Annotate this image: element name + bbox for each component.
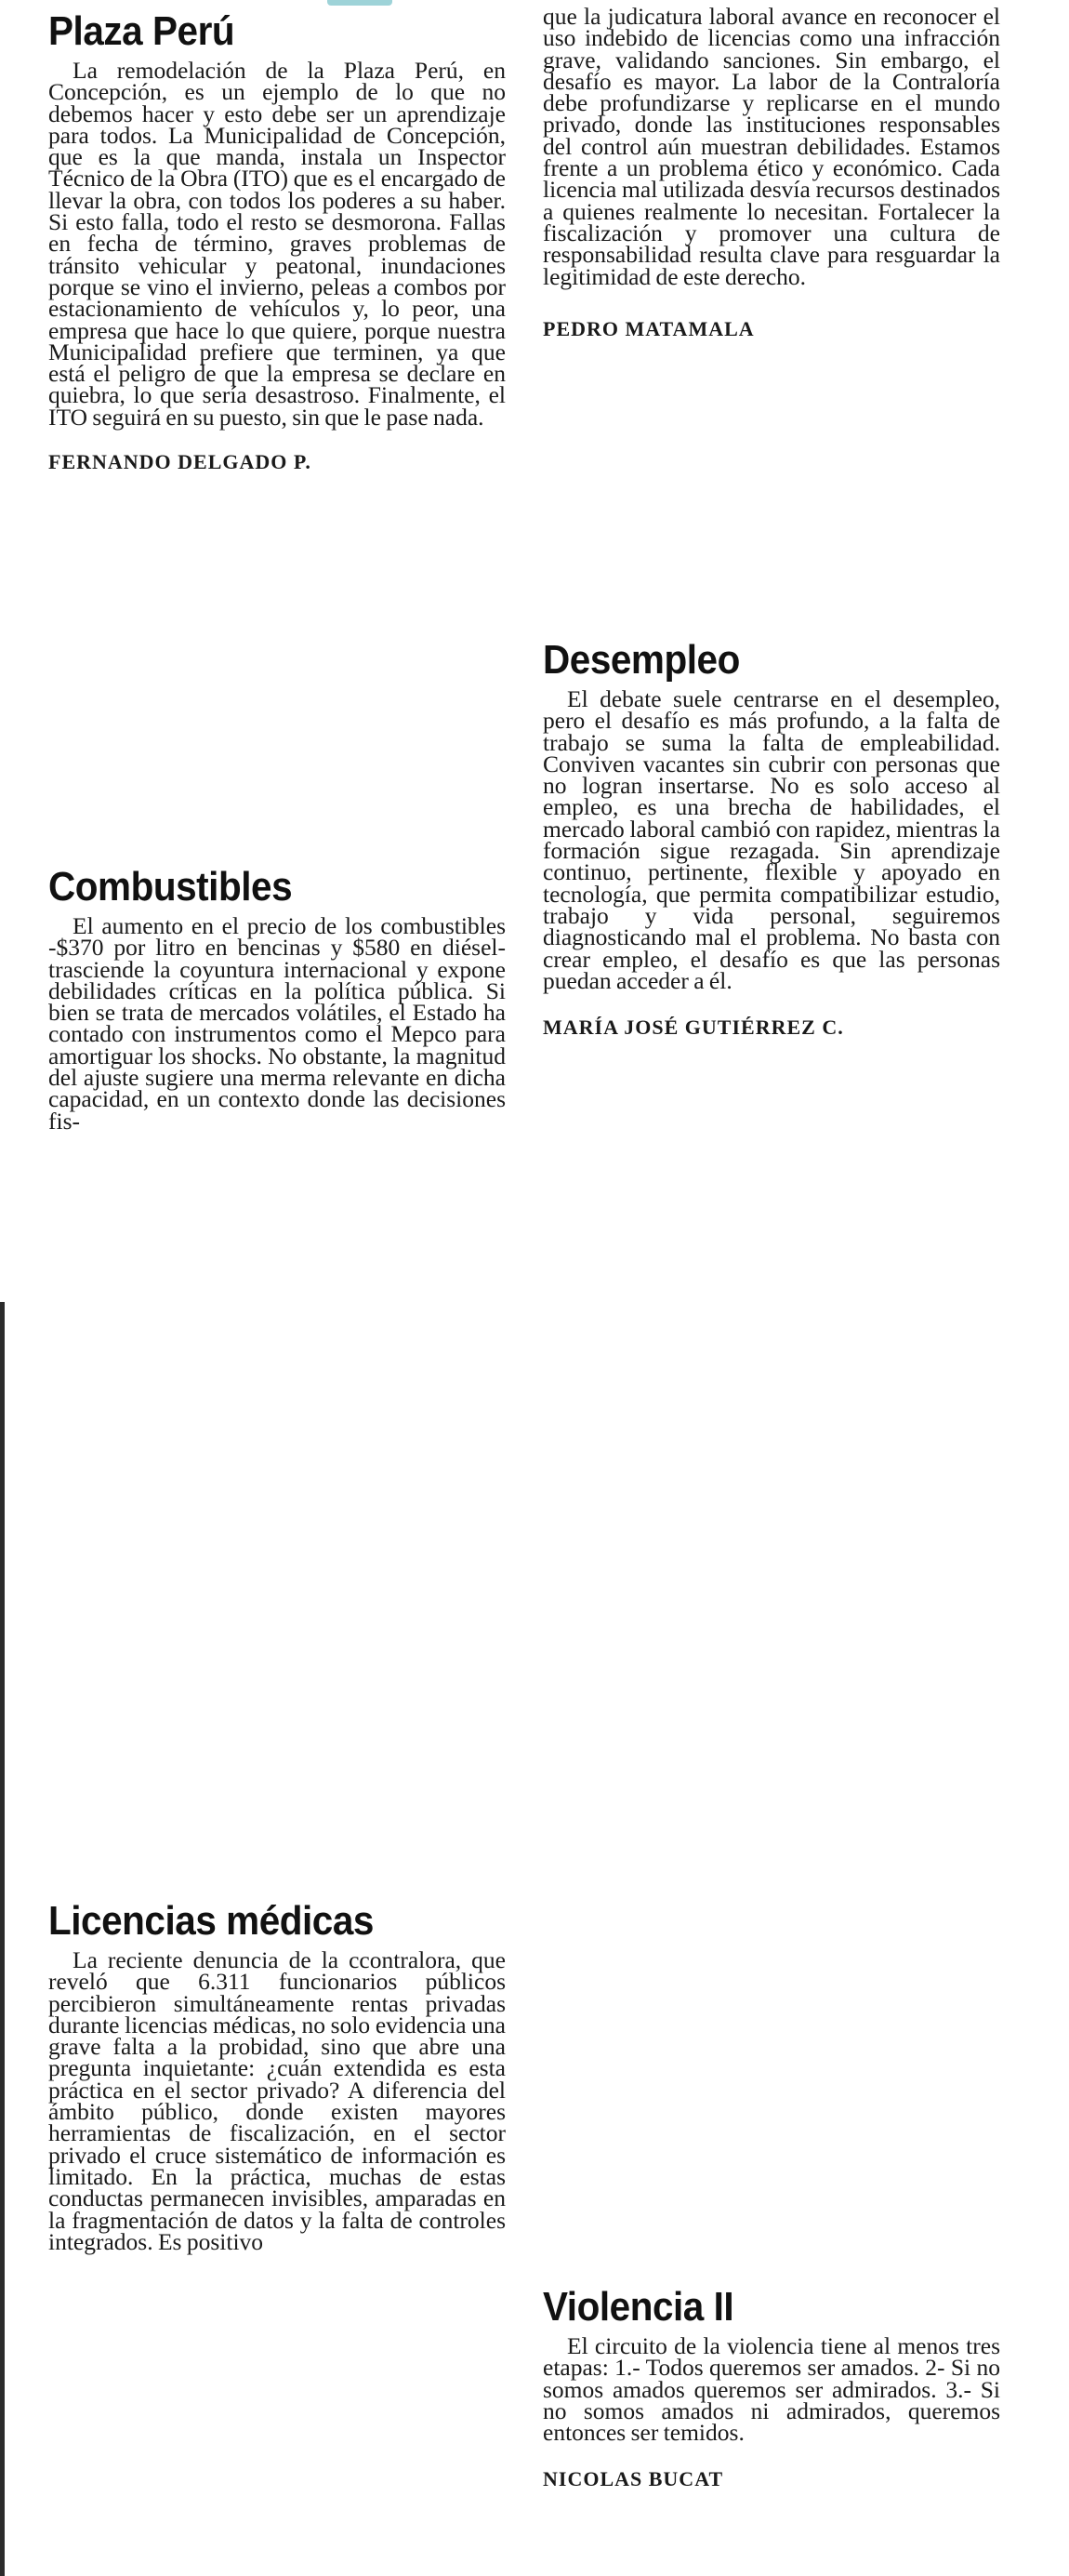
article-violencia bbox=[543, 2283, 1000, 2491]
article-plaza-peru bbox=[48, 7, 506, 474]
page-edge-shadow bbox=[0, 1302, 5, 2576]
article-paragraph: La remodelación de la Plaza Perú, en Concepción, es un ejemplo de lo que no debemos hacer y esto debe ser un aprendizaje para todos. La Municipalidad de Concepción, que es la que manda, instala un Inspector Técnico de la Obra (ITO) que es el encargado de llevar la obra, con todos los poderes a su haber. Si esto falla, todo el resto se desmorona. Fallas en fecha de término, graves problemas de tránsito vehicular y peatonal, inundaciones porque se vino el invierno, peleas a combos por estacionamiento de vehículos y, lo peor, una empresa que hace lo que quiere, porque nuestra Municipalidad prefiere que terminen, ya que está el peligro de que la empresa se declare en quiebra, lo que sería desastroso. Finalmente, el ITO seguirá en su puesto, sin que le pase nada. bbox=[48, 57, 506, 431]
article-author: NICOLAS BUCAT bbox=[543, 2467, 724, 2491]
article-body bbox=[543, 2332, 1000, 2447]
article-paragraph: que la judicatura laboral avance en reconocer el uso indebido de licencias como una infracción grave, validando sanciones. Sin embargo, el desafío es mayor. La labor de la Contraloría debe profundizarse y replicarse en el mundo privado, donde las instituciones responsables del control aún muestran debilidades. Estamos frente a un problema ético y económico. Cada licencia mal utilizada desvía recursos destinados a quienes realmente lo necesitan. Fortalecer la fiscalización y promover una cultura de responsabilidad resulta clave para resguardar la legitimidad de este derecho. bbox=[543, 3, 1000, 290]
article-licencias-medicas bbox=[48, 1897, 506, 2255]
article-paragraph: El circuito de la violencia tiene al menos tres etapas: 1.- Todos queremos ser amados. 2- Si no somos amados queremos ser admirados. 3.- Si no somos amados ni admirados, queremos entonces ser temidos. bbox=[543, 2332, 1000, 2447]
article-title: Licencias médicas bbox=[48, 1898, 374, 1944]
article-author: MARÍA JOSÉ GUTIÉRREZ C. bbox=[543, 1016, 844, 1040]
article-author: PEDRO MATAMALA bbox=[543, 316, 755, 340]
article-paragraph: El aumento en el precio de los combustibles -$370 por litro en bencinas y $580 en diésel- trasciende la coyuntura internacional y expone debilidades críticas en la política pública. Si bien se trata de mercados volátiles, el Estado ha contado con instrumentos como el Mepco para amortiguar los shocks. No obstante, la magnitud del ajuste sugiere una merma relevante en dicha capacidad, en un contexto donde las decisiones fis- bbox=[48, 912, 506, 1135]
article-title: Plaza Perú bbox=[48, 8, 235, 54]
article-paragraph: La reciente denuncia de la ccontralora, que reveló que 6.311 funcionarios públicos percibieron simultáneamente rentas privadas durante licencias médicas, no solo evidencia una grave falta a la probidad, sino que abre una pregunta inquietante: ¿cuán extendida es esta práctica en el sector privado? A diferencia del ámbito público, donde existen mayores herramientas de fiscalización, en el sector privado el cruce sistemático de información es limitado. En la práctica, muchas de estas conductas permanecen invisibles, amparadas en la fragmentación de datos y la falta de controles integrados. Es positivo bbox=[48, 1946, 506, 2255]
article-body bbox=[48, 912, 506, 1135]
article-body bbox=[543, 3, 1000, 290]
article-licencias-continuation bbox=[543, 3, 1000, 341]
article-body bbox=[48, 1946, 506, 2255]
article-desempleo bbox=[543, 636, 1000, 1040]
article-paragraph: El debate suele centrarse en el desempleo, pero el desafío es más profundo, a la falta de trabajo se suma la falta de empleabilidad. Conviven vacantes sin cubrir con personas que no logran insertarse. No es solo acceso al empleo, es una brecha de habilidades, el mercado laboral cambió con rapidez, mientras la formación sigue rezagada. Sin aprendizaje continuo, pertinente, flexible y apoyado en tecnología, que permita compatibilizar estudio, trabajo y vida personal, seguiremos diagnosticando mal el problema. No basta con crear empleo, el desafío es que las personas puedan acceder a él. bbox=[543, 685, 1000, 994]
article-author: FERNANDO DELGADO P. bbox=[48, 450, 311, 474]
article-title: Desempleo bbox=[543, 637, 740, 683]
article-title: Combustibles bbox=[48, 864, 293, 910]
article-body bbox=[48, 57, 506, 431]
article-title: Violencia II bbox=[543, 2284, 734, 2330]
article-combustibles bbox=[48, 863, 506, 1135]
article-body bbox=[543, 685, 1000, 994]
top-color-mark bbox=[327, 0, 392, 6]
